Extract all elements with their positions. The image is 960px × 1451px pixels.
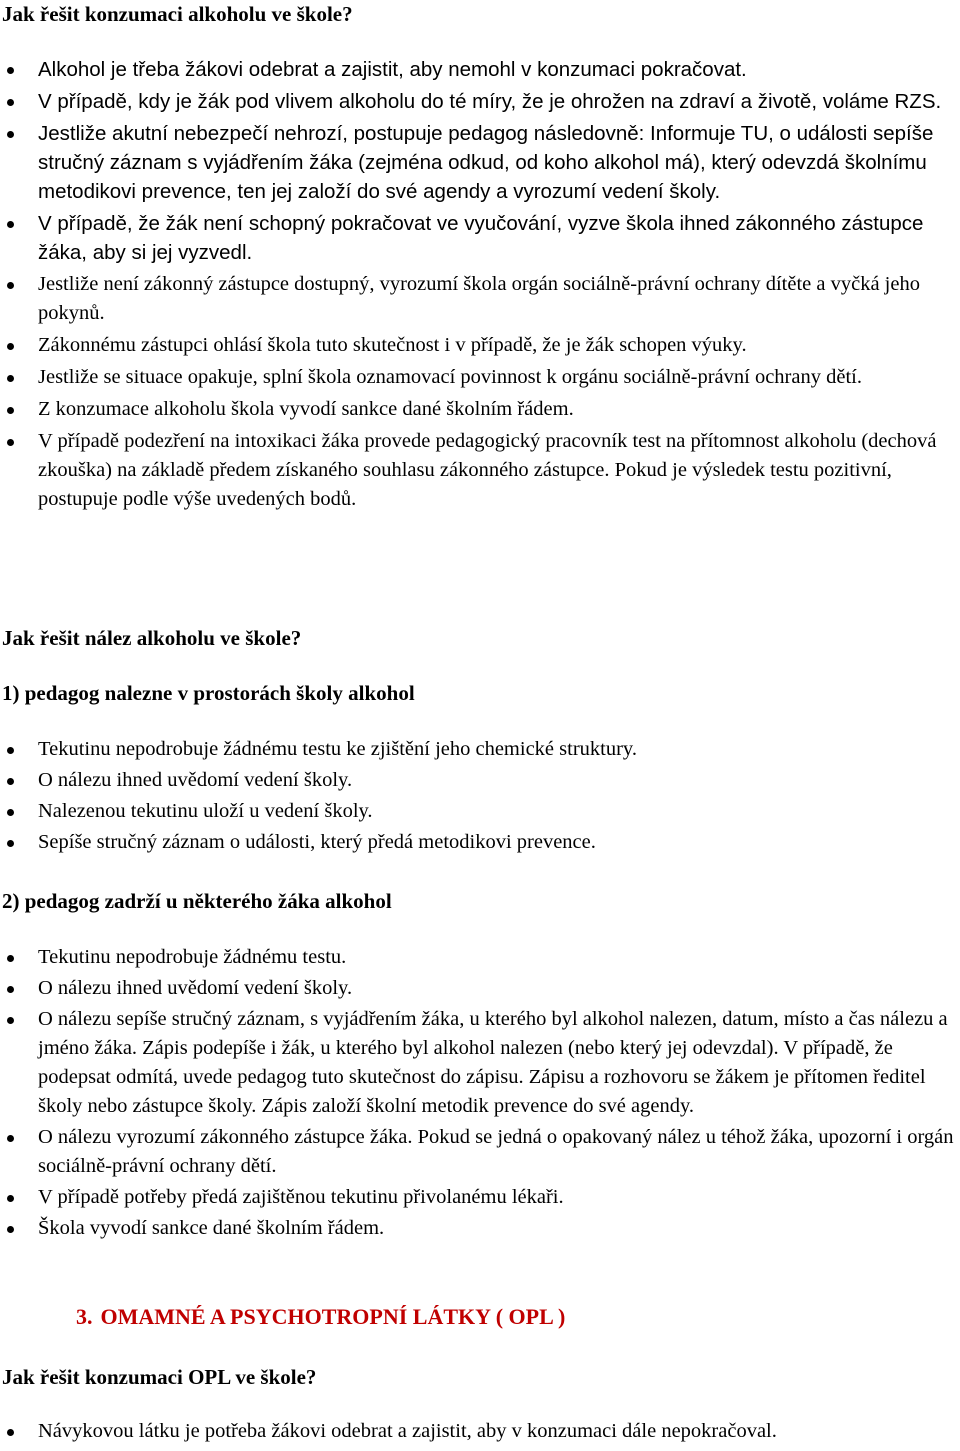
list-item: Nalezenou tekutinu uloží u vedení školy. [0,797,960,826]
case2-list [0,943,960,1248]
list-item: O nálezu ihned uvědomí vedení školy. [0,766,960,795]
list-item: O nálezu sepíše stručný záznam, s vyjádřením žáka, u kterého byl alkohol nalezen, datum, místo a čas nálezu a jméno žáka. Zápis podepíše i žák, u kterého byl alkohol nalezen (nebo který jej odevzdal). V případě, že podepsat odmítá, uvede pedagog tuto skutečnost do zápisu. Zápisu a rozhovoru se žákem je přítomen ředitel školy nebo zástupce školy. Zápis založí školní metodik prevence do své agendy. [0,1005,960,1121]
opl-list [0,1417,960,1451]
consumption-heading: Jak řešit konzumaci alkoholu ve škole? [2,2,353,26]
consumption-list [0,55,960,519]
list-item: Zákonnému zástupci ohlásí škola tuto skutečnost i v případě, že je žák schopen výuky. [0,331,960,360]
list-item: V případě, že žák není schopný pokračovat ve vyučování, vyzve škola ihned zákonného zástupce žáka, aby si jej vyzvedl. [0,209,960,267]
list-item: Jestliže akutní nebezpečí nehrozí, postupuje pedagog následovně: Informuje TU, o události sepíše stručný záznam s vyjádřením žáka (zejména odkud, od koho alkohol má), který odevzdá školnímu metodikovi prevence, ten jej založí do své agendy a vyrozumí vedení školy. [0,119,960,206]
list-item: V případě podezření na intoxikaci žáka provede pedagogický pracovník test na přítomnost alkoholu (dechová zkouška) na základě předem získaného souhlasu zákonného zástupce. Pokud je výsledek testu pozitivní, postupuje podle výše uvedených bodů. [0,427,960,514]
list-item: Alkohol je třeba žákovi odebrat a zajistit, aby nemohl v konzumaci pokračovat. [0,55,960,84]
case1-list [0,735,960,862]
list-item: Tekutinu nepodrobuje žádnému testu. [0,943,960,972]
list-item: O nálezu vyrozumí zákonného zástupce žáka. Pokud se jedná o opakovaný nález u téhož žáka, upozorní i orgán sociálně-právní ochrany dětí. [0,1123,960,1181]
list-item: Návykovou látku je potřeba žákovi odebrat a zajistit, aby v konzumaci dále nepokračoval. [0,1417,960,1446]
list-item: O nálezu ihned uvědomí vedení školy. [0,974,960,1003]
list-item: Sepíše stručný záznam o události, který předá metodikovi prevence. [0,828,960,857]
list-item: Jestliže se situace opakuje, splní škola oznamovací povinnost k orgánu sociálně-právní ochrany dětí. [0,363,960,392]
list-item: Jestliže není zákonný zástupce dostupný, vyrozumí škola orgán sociálně-právní ochrany dítěte a vyčká jeho pokynů. [0,270,960,328]
section-3-title [76,1304,565,1330]
list-item: Škola vyvodí sankce dané školním řádem. [0,1214,960,1243]
section-title-text: OMAMNÉ A PSYCHOTROPNÍ LÁTKY ( OPL ) [100,1304,566,1329]
list-item: V případě, kdy je žák pod vlivem alkoholu do té míry, že je ohrožen na zdraví a životě, voláme RZS. [0,87,960,116]
finding-heading: Jak řešit nález alkoholu ve škole? [2,626,302,650]
list-item: Z konzumace alkoholu škola vyvodí sankce dané školním řádem. [0,395,960,424]
case1-heading: 1) pedagog nalezne v prostorách školy alkohol [2,681,415,705]
list-item: Tekutinu nepodrobuje žádnému testu ke zjištění jeho chemické struktury. [0,735,960,764]
opl-heading: Jak řešit konzumaci OPL ve škole? [2,1365,317,1389]
list-item: V případě potřeby předá zajištěnou tekutinu přivolanému lékaři. [0,1183,960,1212]
section-number: 3. [76,1304,93,1329]
case2-heading: 2) pedagog zadrží u některého žáka alkohol [2,889,392,913]
